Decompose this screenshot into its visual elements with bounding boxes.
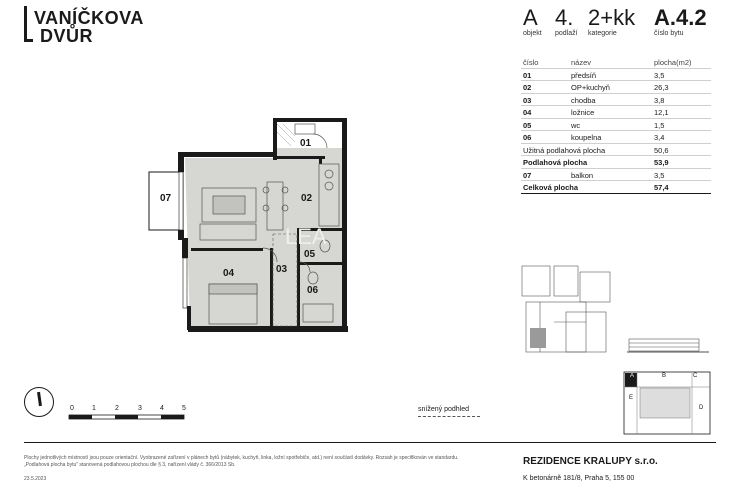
table-row [521, 119, 711, 132]
room-area: 12,1 [654, 108, 669, 117]
table-row [521, 69, 711, 82]
cislo-value: A.4.2 [654, 5, 707, 30]
room-area: 26,3 [654, 83, 669, 92]
header-cislo [654, 6, 707, 37]
room-label-03: 03 [276, 264, 288, 275]
scale-tick: 5 [182, 405, 186, 412]
usable-area-row [521, 144, 711, 157]
watermark: LEA [285, 224, 327, 249]
keyplan-letter-c: C [693, 373, 698, 379]
col-name-header: název [571, 58, 592, 67]
document-date: 23.5.2023 [24, 476, 47, 482]
scale-tick: 2 [115, 405, 119, 412]
podlazi-value: 4. [555, 5, 574, 30]
room-num: 05 [523, 120, 532, 130]
scale-bar [68, 414, 190, 422]
header-kategorie [588, 6, 635, 37]
legend-lowered-ceiling-label: snížený podhled [418, 406, 469, 413]
balcony-row [521, 169, 711, 182]
room-label-04: 04 [223, 268, 235, 279]
logo [24, 6, 144, 44]
room-name: ložnice [571, 108, 595, 117]
podlazi-label: podlaží [555, 30, 578, 37]
table-row [521, 94, 711, 107]
footer-divider [24, 442, 716, 443]
table-row [521, 81, 711, 94]
objekt-label: objekt [523, 30, 542, 37]
north-arrow-icon [24, 387, 54, 417]
floor-area-row [521, 156, 711, 169]
balcony-num: 07 [523, 170, 532, 180]
room-name: wc [571, 120, 581, 130]
floor-area-label: Podlahová plocha [523, 158, 588, 167]
room-label-05: 05 [304, 249, 316, 260]
site-plan-thumbnail [520, 262, 620, 362]
room-label-01: 01 [300, 138, 312, 149]
table-row [521, 131, 711, 144]
usable-area-label: Užitná podlahová plocha [523, 145, 606, 155]
keyplan-letter-d: D [699, 405, 704, 411]
logo-frame-mark [24, 6, 33, 42]
table-header-row [521, 56, 711, 69]
scale-tick: 1 [92, 405, 96, 412]
room-label-07: 07 [160, 193, 172, 204]
cislo-label: číslo bytu [654, 30, 684, 37]
balcony-name: balkon [571, 170, 594, 180]
room-area: 1,5 [654, 120, 665, 130]
scale-tick: 3 [138, 405, 142, 412]
room-name: koupelna [571, 133, 602, 142]
legend-dashed-line [418, 416, 480, 417]
company-name: REZIDENCE KRALUPY s.r.o. [523, 456, 658, 467]
disclaimer-text: Plochy jednotlivých místností jsou pouze orientační. Vyobrazené zařízení v plánech bytů (nábytek, kuchyň, linka, ložní spotřebiče, atd.) není součástí dodávky. Rozsah je specifikován ve standardu. „Podlahová plocha bytu" stanovená podlahovou plochou dle § 3, nařízení vlády č. 366/2013 Sb. [24, 455, 459, 468]
room-name: OP+kuchyň [571, 83, 610, 92]
room-num: 01 [523, 70, 532, 80]
room-label-02: 02 [301, 193, 313, 204]
total-area-label: Celková plocha [523, 183, 579, 192]
window [179, 172, 183, 230]
keyplan-letter-e: E [629, 395, 634, 401]
room-area: 3,4 [654, 133, 665, 142]
apartment-highlight [530, 328, 546, 348]
total-area-value: 57,4 [654, 183, 669, 192]
kategorie-value: 2+kk [588, 5, 636, 30]
scale-tick: 4 [160, 405, 164, 412]
header-objekt [523, 6, 542, 37]
room-name: chodba [571, 95, 596, 105]
key-plan [622, 370, 712, 436]
room-num: 03 [523, 95, 532, 105]
company-address: K betonárně 181/8, Praha 5, 155 00 [523, 475, 635, 482]
elevation-thumbnail [627, 335, 709, 355]
header-podlazi [555, 6, 578, 37]
scale-tick: 0 [70, 405, 74, 412]
room-num: 06 [523, 133, 532, 142]
room-area: 3,8 [654, 95, 665, 105]
north-needle [37, 392, 42, 406]
keyplan-letter-b: B [662, 373, 667, 379]
room-num: 04 [523, 108, 532, 117]
floor-plan [145, 116, 355, 341]
table-row [521, 106, 711, 119]
total-area-row [521, 181, 711, 194]
area-table [521, 56, 711, 194]
room-name: předsíň [571, 70, 597, 80]
logo-line-1: VANÍČKOVA [34, 8, 144, 28]
room-area: 3,5 [654, 70, 665, 80]
room-num: 02 [523, 83, 532, 92]
keyplan-letter-a: A [630, 373, 635, 379]
floor-area-value: 53,9 [654, 158, 669, 167]
hatch [277, 124, 295, 146]
scale-ticks [68, 405, 198, 415]
window [183, 258, 187, 308]
balcony-area: 3,5 [654, 170, 665, 180]
room-label-06: 06 [307, 285, 319, 296]
logo-line-2: DVŮR [40, 26, 94, 46]
col-area-header: plocha(m2) [654, 58, 692, 67]
kategorie-label: kategorie [588, 30, 617, 37]
col-num-header: číslo [523, 58, 539, 67]
usable-area-value: 50,6 [654, 145, 669, 155]
objekt-value: A [523, 5, 538, 30]
